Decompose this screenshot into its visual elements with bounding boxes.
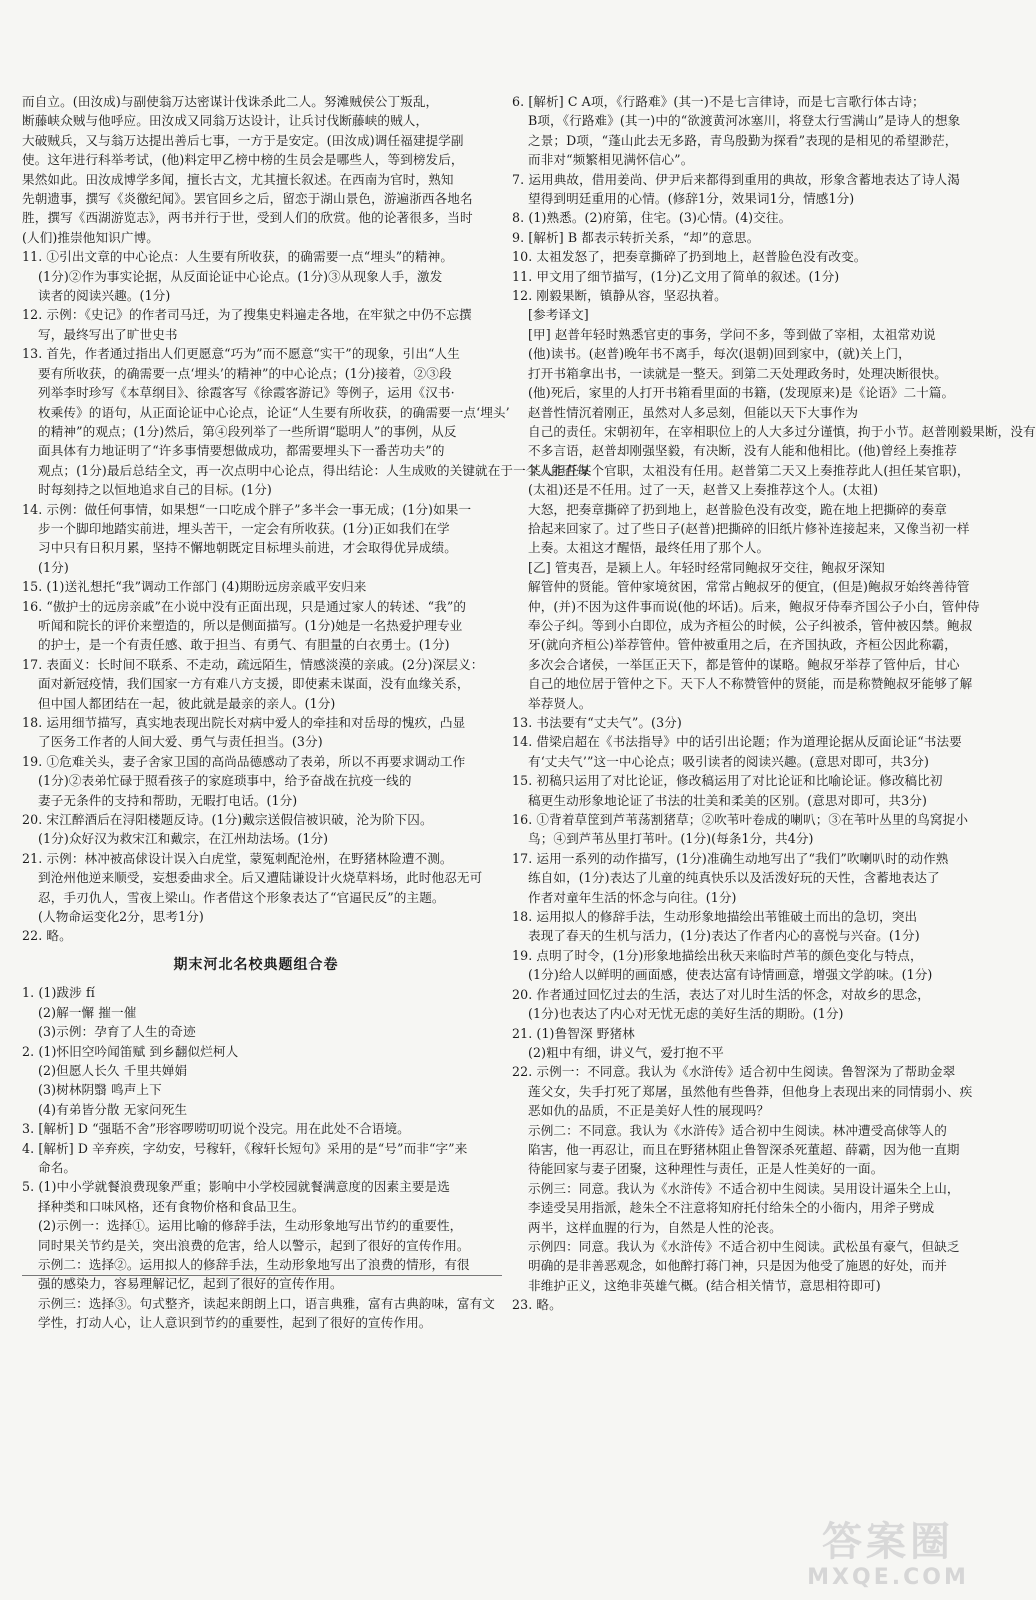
- text-line: (1分)②表弟忙碌于照看孩子的家庭琐事中，给予奋战在抗疫一线的: [38, 773, 412, 789]
- text-line: 了医务工作者的人间大爱、勇气与责任担当。(3分): [38, 734, 323, 750]
- text-line: 妻子无条件的支持和帮助，无暇打电话。(1分): [38, 792, 298, 808]
- text-line: 示例二：不同意。我认为《水浒传》适合初中生阅读。林冲遭受高俅等人的: [528, 1122, 947, 1138]
- text-line: 18. 运用拟人的修辞手法，生动形象地描绘出苇锥破土而出的急切，突出: [512, 909, 918, 925]
- text-line: [参考译文]: [528, 307, 589, 323]
- text-line: (2)示例一：选择①。运用比喻的修辞手法，生动形象地写出节约的重要性，: [38, 1218, 463, 1234]
- text-line: 5. (1)中小学就餐浪费现象严重；影响中小学校园就餐满意度的因素主要是选: [22, 1179, 450, 1195]
- text-line: 李逵受吴用指派，趁朱仝不注意将知府托付给朱仝的小衙内，用斧子劈成: [528, 1200, 935, 1216]
- text-line: 之景；D项，“蓬山此去无多路，青鸟殷勤为探看”表现的是相见的希望渺茫，: [528, 132, 958, 148]
- text-line: (他)死后，家里的人打开书箱看里面的书籍，(发现原来)是《论语》二十篇。: [528, 385, 955, 401]
- text-line: (他)读书。(赵普)晚年书不离手，每次(退朝)回到家中，(就)关上门，: [528, 346, 911, 362]
- text-line: 23. 略。: [512, 1297, 562, 1313]
- text-line: 赵普性情沉着刚正，虽然对人多忌刻，但能以天下大事作为: [528, 404, 859, 420]
- text-line: 自己的责任。宋朝初年，在宰相职位上的人大多过分谨慎，拘于小节。赵普刚毅果断，没有: [528, 423, 1036, 439]
- text-line: 仲，(并)不因为这件事而说(他的坏话)。后来，鲍叔牙侍奉齐国公子小白，管仲侍: [528, 598, 980, 614]
- text-line: 奉公子纠。等到小白即位，成为齐桓公的时候，公子纠被杀，管仲被囚禁。鲍叔: [528, 617, 973, 633]
- text-line: 观点；(1分)最后总结全文，再一次点明中心论点，得出结论：人生成败的关键就在于一个人能否每: [38, 462, 590, 478]
- text-line: (1分)也表达了内心对无忧无虑的美好生活的期盼。(1分): [528, 1006, 844, 1022]
- text-line: 14. 借梁启超在《书法指导》中的话引出论题；作为道理论据从反面论证“书法要: [512, 734, 962, 750]
- text-line: 17. 表面义：长时间不联系、不走动，疏远陌生，情感淡漠的亲戚。(2分)深层义：: [22, 656, 484, 672]
- text-line: 强的感染力，容易理解记忆，起到了很好的宣传作用。: [38, 1276, 343, 1292]
- text-line: 学性，打动人心，让人意识到节约的重要性，起到了很好的宣传作用。: [38, 1315, 432, 1331]
- text-line: 而自立。(田汝成)与副使翁万达密谋计伐诛杀此二人。努滩贼侯公丁叛乱，: [22, 94, 439, 109]
- text-line: 写，最终写出了旷世史书: [38, 326, 178, 342]
- text-line: (1分): [38, 559, 69, 575]
- text-line: 择种类和口味风格，还有食物价格和食品卫生。: [38, 1198, 305, 1214]
- text-line: (3)示例：孕育了人生的奇迹: [38, 1024, 196, 1040]
- text-line: B项，《行路难》(其一)中的“欲渡黄河冰塞川，将登太行雪满山”是诗人的想象: [528, 113, 961, 129]
- text-line: 打开书箱拿出书，一读就是一整天。到第二天处理政务时，处理决断很快。: [528, 365, 947, 381]
- watermark-cn-text: 答案圈: [822, 1519, 954, 1565]
- text-line: 读者的阅读兴趣。(1分): [38, 288, 171, 304]
- text-line: 恶如仇的品质，不正是美好人性的展现吗？: [528, 1103, 770, 1119]
- text-line: (2)但愿人长久 千里共婵娟: [38, 1062, 188, 1078]
- text-line: 示例二：选择②。运用拟人的修辞手法，生动形象地写出了浪费的情形，有很: [38, 1256, 470, 1272]
- text-line: 自己的地位居于管仲之下。天下人不称赞管仲的贤能，而是称赞鲍叔牙能够了解: [528, 676, 973, 692]
- text-line: 19. ①危难关头，妻子舍家卫国的高尚品德感动了表弟，所以不再要求调动工作: [22, 753, 466, 769]
- text-line: 12. 刚毅果断，镇静从容，坚忍执着。: [512, 288, 727, 304]
- text-line: 两半，这样血腥的行为，自然是人性的沦丧。: [528, 1219, 782, 1235]
- text-line: 示例四：同意。我认为《水浒传》不适合初中生阅读。武松虽有豪气，但缺乏: [528, 1238, 960, 1254]
- text-line: 的精神”的观点；(1分)然后，第④段列举了一些所谓“聪明人”的事例，从反: [38, 423, 457, 439]
- text-line: 1. (1)跋涉 fí: [22, 985, 95, 1001]
- text-line: (4)有弟皆分散 无家问死生: [38, 1101, 188, 1117]
- text-line: [乙] 管夷吾，是颍上人。年轻时经常同鲍叔牙交往，鲍叔牙深知: [528, 559, 885, 575]
- text-line: (1分)②作为事实论据，从反面论证中心论点。(1分)③从现象人手，激发: [38, 268, 443, 284]
- text-line: 15. (1)送礼想托“我”调动工作部门 (4)期盼远房亲戚平安归来: [22, 579, 367, 595]
- text-line: 练自如，(1分)表达了儿童的纯真快乐以及活泼好玩的天性，含蓄地表达了: [528, 870, 940, 886]
- text-line: (1分)给人以鲜明的画面感，使表达富有诗情画意，增强文学韵味。(1分): [528, 967, 933, 983]
- text-line: 听闻和院长的评价来塑造的，所以是侧面描写。(1分)她是一名热爱护理专业: [38, 617, 463, 633]
- text-line: 作者对童年生活的怀念与向往。(1分): [528, 889, 737, 905]
- text-line: 要有所收获，的确需要一点‘埋头’的精神”的中心论点；(1分)接着，②③段: [38, 365, 452, 381]
- text-line: 2. (1)怀旧空吟闻笛赋 到乡翻似烂柯人: [22, 1043, 239, 1059]
- watermark-logo: [788, 1518, 988, 1592]
- text-line: 12. 示例：《史记》的作者司马迁，为了搜集史料遍走各地，在牢狱之中仍不忘撰: [22, 307, 472, 323]
- text-line: 13. 首先，作者通过指出人们更愿意“巧为”而不愿意“实干”的现象，引出“人生: [22, 346, 460, 362]
- text-line: 时每刻持之以恒地追求自己的目标。(1分): [38, 482, 272, 498]
- text-line: 11. 甲文用了细节描写，(1分)乙文用了简单的叙述。(1分): [512, 268, 840, 284]
- text-line: 举荐贤人。: [528, 695, 592, 711]
- text-line: 不多言语，赵普却刚强坚毅，有决断，没有人能和他相比。(他)曾经上奏推荐: [528, 443, 957, 459]
- text-line: 15. 初稿只运用了对比论证，修改稿运用了对比论证和比喻论证。修改稿比初: [512, 773, 943, 789]
- text-line: 而非对“频繁相见满怀信心”。: [528, 152, 694, 168]
- text-line: 稿更生动形象地论证了书法的壮美和柔美的区别。(意思对即可，共3分): [528, 792, 927, 808]
- text-line: 待能回家与妻子团聚，这种理性与责任，正是人性美好的一面。: [528, 1161, 884, 1177]
- text-line: (人们)推崇他知识广博。: [22, 229, 159, 245]
- text-line: 某人担任某个官职，太祖没有任用。赵普第二天又上奏推荐此人(担任某官职)，: [528, 462, 970, 478]
- text-line: 解管仲的贤能。管仲家境贫困，常常占鲍叔牙的便宜，(但是)鲍叔牙始终善待管: [528, 579, 970, 595]
- text-line: 使。这年进行科举考试，(他)料定甲乙榜中榜的生员会是哪些人，等到榜发后，: [22, 152, 464, 168]
- text-line: 明确的是非善恶观念，如他醉打蒋门神，只是因为他受了施恩的好处，而并: [528, 1258, 947, 1274]
- text-line: 21. 示例：林冲被高俅设计误入白虎堂，蒙冤刺配沧州，在野猪林险遭不测。: [22, 850, 453, 866]
- text-line: 拾起来回家了。过了些日子(赵普)把撕碎的旧纸片修补连接起来，又像当初一样: [528, 520, 970, 536]
- text-line: (太祖)还是不任用。过了一天，赵普又上奏推荐这个人。(太祖): [528, 482, 879, 498]
- text-line: 20. 作者通过回忆过去的生活，表达了对儿时生活的怀念，对故乡的思念，: [512, 986, 930, 1002]
- text-line: 21. (1)鲁智深 野猪林: [512, 1025, 635, 1041]
- text-line: 命名。: [38, 1159, 77, 1175]
- text-line: 列举李时珍写《本草纲目》、徐霞客写《徐霞客游记》等例子，运用《汉书·: [38, 385, 455, 401]
- text-line: 牙(就向齐桓公)举荐管仲。管仲被重用之后，在齐国执政，齐桓公因此称霸，: [528, 637, 957, 653]
- text-line: 多次会合诸侯，一举匡正天下，都是管仲的谋略。鲍叔牙举荐了管仲后，甘心: [528, 656, 960, 672]
- text-line: 先朝遗事，撰写《炎徼纪闻》。罢官回乡之后，留恋于湖山景色，游遍浙西各地名: [22, 191, 473, 207]
- text-line: 莲父女，失手打死了郑屠，虽然他有些鲁莽，但他身上表现出来的同情弱小、疾: [528, 1083, 973, 1099]
- text-line: 18. 运用细节描写，真实地表现出院长对病中爱人的牵挂和对岳母的愧疚，凸显: [22, 715, 466, 730]
- text-line: 11. ①引出文章的中心论点：人生要有所收获，的确需要一点“埋头”的精神。: [22, 249, 454, 265]
- section-title: 期末河北名校典题组合卷: [173, 956, 339, 973]
- watermark-en-text: MXQE.COM: [807, 1565, 969, 1590]
- text-line: 胜，撰写《西湖游览志》，两书并行于世，受到人们的欣赏。他的论著很多，当时: [22, 210, 473, 226]
- text-line: 断藤峡众贼与他呼应。田汝成又同翁万达设计，让兵讨伐断藤峡的贼人，: [22, 113, 429, 129]
- text-line: 7. 运用典故，借用姜尚、伊尹后来都得到重用的典故，形象含蓄地表达了诗人渴: [512, 171, 960, 187]
- text-line: 但中国人都团结在一起，彼此就是最亲的亲人。(1分): [38, 695, 336, 711]
- text-line: 8. (1)熟悉。(2)府第，住宅。(3)心情。(4)交往。: [512, 210, 792, 226]
- text-line: 陷害，他一再忍让，而且在野猪林阻止鲁智深杀死董超、薛霸，因为他一直期: [528, 1141, 960, 1157]
- text-line: 表现了春天的生机与活力，(1分)表达了作者内心的喜悦与兴奋。(1分): [528, 928, 920, 944]
- text-line: 望得到明廷重用的心情。(修辞1分，效果词1分，情感1分): [528, 191, 855, 207]
- text-line: 10. 太祖发怒了，把奏章撕碎了扔到地上，赵普脸色没有改变。: [512, 249, 867, 265]
- text-line: 果然如此。田汝成博学多闻，擅长古文，尤其擅长叙述。在西南为官时，熟知: [22, 171, 454, 187]
- text-line: 16. “傲护士的远房亲戚”在小说中没有正面出现，只是通过家人的转述、“我”的: [22, 598, 467, 614]
- text-line: 忍，手刃仇人，雪夜上梁山。作者借这个形象表达了“官逼民反”的主题。: [38, 889, 445, 905]
- text-line: 9. [解析] B 都表示转折关系，“却”的意思。: [512, 229, 760, 245]
- bottom-divider: [22, 1275, 502, 1276]
- text-line: 大破贼兵，又与翁万达提出善后七事，一方于是安定。(田汝成)调任福建提学副: [22, 132, 464, 148]
- text-line: 3. [解析] D “强聒不舍”形容啰唠叨叨说个没完。用在此处不合语境。: [22, 1121, 410, 1137]
- text-line: 6. [解析] C A项，《行路难》(其一)不是七言律诗，而是七言歌行体古诗；: [512, 94, 925, 109]
- text-line: (3)树林阴翳 鸣声上下: [38, 1082, 162, 1098]
- text-line: 22. 示例一：不同意。我认为《水浒传》适合初中生阅读。鲁智深为了帮助金翠: [512, 1064, 956, 1080]
- text-line: 非维护正义，这绝非英雄气概。(结合相关情节，意思相符即可): [528, 1277, 881, 1293]
- text-line: (2)解一懈 摧一催: [38, 1004, 137, 1020]
- text-line: (1分)众好汉为救宋江和戴宗，在江州劫法场。(1分): [38, 831, 329, 847]
- text-line: 步一个脚印地踏实前进，埋头苦干，一定会有所收获。(1分)正如我们在学: [38, 520, 450, 536]
- text-line: 20. 宋江醉酒后在浔阳楼题反诗。(1分)戴宗送假信被识破，沦为阶下囚。: [22, 812, 433, 828]
- text-line: 14. 示例：做任何事情，如果想“一口吃成个胖子”多半会一事无成；(1分)如果一: [22, 501, 472, 517]
- text-line: 示例三：同意。我认为《水浒传》不适合初中生阅读。吴用设计逼朱仝上山，: [528, 1180, 960, 1196]
- text-line: 22. 略。: [22, 928, 72, 944]
- text-line: 同时果关节约是关，突出浪费的危害，给人以警示，起到了很好的宣传作用。: [38, 1237, 470, 1253]
- text-line: 的护士，是一个有责任感、敢于担当、有勇气、有胆量的白衣勇士。(1分): [38, 637, 450, 653]
- right-column: [512, 92, 1036, 1315]
- text-line: 面对新冠疫情，我们国家一方有难八方支援，即使素未谋面，没有血缘关系，: [38, 676, 470, 692]
- text-line: 大怒，把奏章撕碎了扔到地上，赵普脸色没有改变，跪在地上把撕碎的奏章: [528, 501, 947, 517]
- text-line: 面具体有力地证明了“许多事情要想做成功，都需要埋头下一番苦功夫”的: [38, 443, 445, 459]
- text-line: 19. 点明了时令，(1分)形象地描绘出秋天来临时芦苇的颜色变化与特点，: [512, 947, 923, 963]
- text-line: (2)粗中有细，讲义气，爱打抱不平: [528, 1044, 724, 1060]
- text-line: 到沧州他逆来顺受，妄想委曲求全。后又遭陆谦设计火烧草料场，此时他忍无可: [38, 870, 483, 886]
- text-line: (人物命运变化2分，思考1分): [38, 909, 204, 925]
- text-line: 13. 书法要有“丈夫气”。(3分): [512, 715, 682, 730]
- text-line: 上奏。太祖这才醒悟，最终任用了那个人。: [528, 540, 770, 556]
- text-line: 4. [解析] D 辛弃疾，字幼安，号稼轩，《稼轩长短句》采用的是“号”而非“字”来: [22, 1140, 468, 1156]
- text-line: 有‘丈夫气’”这一中心论点；吸引读者的阅读兴趣。(意思对即可，共3分): [528, 753, 930, 769]
- text-line: 鸟；④到芦苇丛里打苇叶。(1分)(每条1分，共4分): [528, 831, 814, 847]
- text-line: 16. ①背着草筐到芦苇荡割猪草；②吹苇叶卷成的喇叭；③在苇叶丛里的鸟窝捉小: [512, 812, 969, 828]
- text-line: 习中只有日积月累，坚持不懈地朝既定目标埋头前进，才会取得优异成绩。: [38, 540, 457, 556]
- text-line: [甲] 赵普年轻时熟悉官吏的事务，学问不多，等到做了宰相，太祖常劝说: [528, 326, 936, 342]
- text-line: 示例三：选择③。句式整齐，读起来朗朗上口，语言典雅，富有古典韵味，富有文: [38, 1295, 495, 1311]
- text-line: 17. 运用一系列的动作描写，(1分)准确生动地写出了“我们”吹喇叭时的动作熟: [512, 850, 949, 866]
- text-line: 枚乘传》的语句，从正面论证中心论点，论证“人生要有所收获，的确需要一点‘埋头’: [38, 404, 510, 420]
